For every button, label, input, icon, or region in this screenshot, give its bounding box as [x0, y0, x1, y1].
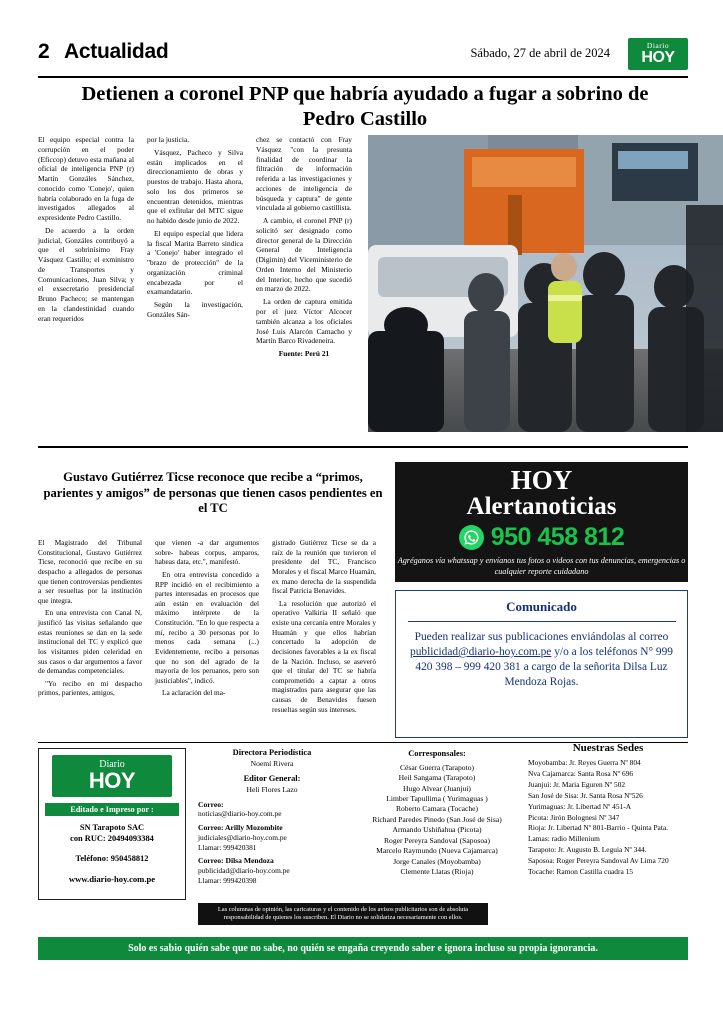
paragraph: que vienen -a dar argumentos sobre- habeas corpus, amparos, habeas data, etc.", manifestó. — [155, 538, 259, 567]
list-item: Armando Ushiñahua (Picota) — [392, 825, 482, 835]
logo-line2: HOY — [641, 48, 675, 66]
correspondents-title: Corresponsales: — [408, 749, 466, 758]
article1-source: Fuente: Perú 21 — [278, 349, 330, 359]
list-item: Nva Cajamarca: Santa Rosa Nº 696 — [528, 769, 634, 779]
comunicado-body — [408, 630, 676, 690]
promo-subtitle: Agréganos vía whatssap y envíanos tus fotos o videos con tus denuncias, emergencias o cualquier reporte cuidadano — [397, 555, 686, 576]
footer-correspondents-box — [358, 748, 516, 878]
article1-column-1 — [38, 135, 134, 327]
footer-logo-line2: HOY — [88, 768, 136, 793]
list-item: Marcelo Raymundo (Nueva Cajamarca) — [376, 846, 498, 856]
paragraph: A cambio, el coronel PNP (r) solicitó ser designado como director general de la Dirección General de Inteligencia (Digimin) del Viceministerio de Orden Interno del Ministerio del Interior, hecho que sucedió en marzo de 2022. — [256, 216, 352, 294]
footer-company-ruc: con RUC: 20494093384 — [70, 834, 154, 844]
footer-printed-by-label: Editado e Impreso por : — [45, 803, 179, 816]
paragraph: La resolución que autorizó el operativo Valkiria II señaló que existe una cercanía entre Morales y Huamán y que ellos habrían concertado la adopción de decisiones favorables a la ex fiscal de la Nación. Incluso, se aseveró que el titular del TC se habría comprometido a captar a otros magistrados para asegurar que las causas de Benavides fuesen resueltas según sus intereses. — [272, 598, 376, 714]
comunicado-title: Comunicado — [506, 599, 577, 614]
article-detenido-coronel — [38, 135, 688, 435]
list-item: Roberto Camara (Tocache) — [395, 804, 479, 814]
editor-label: Editor General: — [243, 773, 301, 783]
footer-phone: Teléfono: 950458812 — [75, 853, 149, 863]
correo3-label: Correo: Dilsa Mendoza — [198, 856, 274, 866]
comunicado-box — [395, 590, 688, 738]
paragraph: El equipo especial que lidera la fiscal Marita Barreto sindica a 'Conejo' haber integrado el "brazo de protección" de la organización criminal encabezada por el examandatario. — [147, 228, 243, 297]
article1-bottom-divider — [38, 446, 688, 448]
footer-website[interactable]: www.diario-hoy.com.pe — [68, 874, 156, 885]
list-item: Saposoa: Roger Pereyra Sandoval Av Lima 720 — [528, 855, 669, 865]
list-item: Yurimaguas: Jr. Libertad Nº 451-A — [528, 801, 632, 811]
alertanoticias-promo — [395, 462, 688, 582]
list-item: Moyobamba: Jr. Reyes Guerra Nº 804 — [528, 758, 641, 768]
paragraph: De acuerdo a la orden judicial, Gonzáles contribuyó a que el sobrinísimo Fray Vásquez Castillo; el exministro de Transportes y Comunicaciones, Juan Silva; y el exsecretario presidencial Bruno Pacheco; se mantengan en la clandestinidad cuando eran requeridos — [38, 225, 134, 323]
article1-column-3 — [256, 135, 352, 359]
paragraph: La aclaración del ma- — [162, 688, 226, 698]
correo3-value[interactable]: publicidad@diario-hoy.com.pe — [198, 866, 290, 876]
quote-bar: Solo es sabio quién sabe que no sabe, no quién se engaña creyendo saber e ignora incluso su propia ignorancia. — [38, 937, 688, 960]
director-name: Noemí Rivera — [250, 758, 294, 768]
correo2-label: Correo: Arilly Mozombite — [198, 823, 283, 833]
director-label: Directora Periodística — [232, 748, 312, 757]
list-item: Roger Pereyra Sandoval (Saposoa) — [383, 835, 491, 845]
comunicado-email[interactable]: publicidad@diario-hoy.com.pe — [410, 646, 552, 659]
editor-name: Heli Flores Lazo — [246, 784, 298, 794]
correo-value[interactable]: noticias@diario-hoy.com.pe — [198, 809, 282, 819]
paragraph: gistrado Gutiérrez Ticse se da a raíz de la reunión que tuvieron el presidente del TC, Francisco Morales y el fiscal Marco Huamán, ex mano derecha de la suspendida fiscal Patricia Benavides. — [272, 538, 376, 596]
list-item: Limber Tapullima ( Yurimaguas ) — [386, 794, 488, 803]
paragraph: por la justicia. — [147, 135, 190, 144]
paragraph: Vásquez, Pacheco y Silva están implicados en el direccionamiento de obras y puestos de trabajo. Hasta ahora, solo los dos primeros se encuentran detenidos, mientras que el exfitular del MTC sigue no habido desde junio de 2022. — [147, 147, 243, 226]
article1-column-2 — [147, 135, 243, 323]
hoy-logo — [628, 38, 688, 70]
article2-column-1 — [38, 538, 142, 701]
article-gutierrez-ticse — [38, 538, 390, 738]
logo-line1: Diario — [646, 41, 670, 51]
list-item: Lamas: radio Millenium — [528, 834, 600, 844]
footer-logo-line1: Diario — [99, 759, 125, 770]
promo-title-hoy: HOY — [510, 464, 573, 495]
list-item: Jorge Canales (Moyobamba) — [393, 856, 481, 866]
correo2-phone: Llamar: 999420381 — [198, 842, 257, 852]
promo-title-alertanoticias: Alertanoticias — [466, 492, 617, 520]
list-item: Juanjui: Jr. Maria Eguren Nº 502 — [528, 780, 626, 789]
correo3-phone: Llamar: 999420398 — [198, 875, 257, 885]
article2-column-2 — [155, 538, 259, 701]
list-item: Richard Paredes Pinedo (San José de Sisa) — [372, 814, 502, 824]
paragraph: La orden de captura emitida por el juez Víctor Alcocer también alcanza a los oficiales José Luis Alarcón Camacho y Martín Barco Rivadeneira. — [256, 297, 352, 346]
paragraph: En otra entrevista concedido a RPP incidió en el recibimiento a partes interesadas en procesos que aún están en evaluación del máximo intérprete de la Constitución. "En lo que respecta a mí, recibo a 30 personas por lo menos cada semana (...) Evidentemente, recibo a personas que no son del agrado de la mayoría de los peruanos, pero son justiciables", indicó. — [155, 569, 259, 685]
promo-phone-row — [459, 523, 625, 552]
list-item: San José de Sisa: Jr. Santa Rosa Nº526 — [528, 790, 643, 800]
offices-title: Nuestras Sedes — [572, 742, 644, 754]
masthead — [38, 38, 688, 74]
comunicado-text-1: Pueden realizar sus publicaciones enviándolas al correo — [414, 631, 669, 643]
masthead-divider — [38, 76, 688, 78]
footer-publisher-box — [38, 748, 186, 900]
footer-company-name: SN Tarapoto SAC — [79, 823, 145, 832]
photo-illustration — [368, 135, 723, 432]
paragraph: El Magistrado del Tribunal Constitucional, Gustavo Gutiérrez Ticse, reconoció que recibe en su despacho a allegados de personas que tienen controversias pendientes a ser resueltas por la institución que integra. — [38, 538, 142, 605]
list-item: Hugo Alvear (Juanjui) — [403, 783, 471, 793]
footer-staff-box — [198, 748, 346, 885]
promo-phone-number[interactable]: 950 458 812 — [490, 522, 625, 551]
list-item: Tocache: Ramon Castilla cuadra 15 — [528, 866, 633, 876]
article2-column-3 — [272, 538, 376, 717]
list-item: Tarapoto: Jr. Augusto B. Leguia Nº 344. — [528, 845, 647, 855]
legal-disclaimer: Las columnas de opinión, las caricaturas y el contenido de los avisos publicitarios son de absoluta responsabilidad de quienes los suscriben. El Diario no se solidariza necesariamente con ellos. — [198, 903, 488, 925]
paragraph: "Yo recibo en mi despacho primos, parientes, amigos, — [38, 678, 142, 698]
main-headline: Detienen a coronel PNP que habría ayudado a fugar a sobrino de Pedro Castillo — [81, 83, 649, 130]
issue-date: Sábado, 27 de abril de 2024 — [470, 46, 610, 60]
footer-hoy-logo — [52, 755, 172, 797]
article2-headline: Gustavo Gutiérrez Ticse reconoce que recibe a “primos, parientes y amigos” de personas que tienen casos pendientes en el TC — [43, 470, 383, 516]
page-number: 2 — [38, 40, 50, 63]
list-item: Picota: Jirón Bolognesi Nº 347 — [528, 812, 620, 822]
list-item: Rioja: Jr. Libertad Nº 801-Barrio - Quinta Pata. — [528, 823, 669, 833]
correo-label: Correo: — [198, 799, 224, 809]
comunicado-text-2: y/o a los teléfonos N° 999 420 398 – 999 420 381 a cargo de la señorita Dilsa Luz Mendoza Rojas. — [415, 646, 673, 689]
correo2-value[interactable]: judiciales@diario-hoy.com.pe — [198, 832, 287, 842]
section-title: Actualidad — [64, 40, 169, 63]
whatsapp-icon — [459, 525, 484, 550]
list-item: César Guerra (Tarapoto) — [399, 762, 475, 772]
comunicado-divider — [408, 621, 676, 622]
footer — [38, 742, 688, 918]
list-item: Heil Sangama (Tarapoto) — [398, 773, 476, 783]
footer-offices-box — [528, 742, 688, 878]
paragraph: Según la investigación, Gonzáles Sán- — [147, 300, 243, 320]
paragraph: En una entrevista con Canal N, justificó las visitas señalando que estas reuniones se dan en la sede institucional del TC y explicó que los visitantes piden celeridad en sus casos o dar argumentos a favor de demandas competenciales. — [38, 608, 142, 676]
article1-photo — [368, 135, 723, 432]
list-item: Clemente Llatas (Rioja) — [400, 867, 474, 877]
paragraph: chez se contactó con Fray Vásquez "con la presunta finalidad de coordinar la filtración de información referida a las investigaciones y acciones de inteligencia de búsqueda y captura" de gente vinculada al gobierno castillista. — [256, 135, 352, 213]
paragraph: El equipo especial contra la corrupción en el poder (Eficcop) detuvo esta mañana al oficial de inteligencia PNP (r) Martín Gonzáles Sánchez, conocido como 'Conejo', quien habría colaborado en la fuga de investigados allegados al expresidente Pedro Castillo. — [38, 135, 134, 223]
